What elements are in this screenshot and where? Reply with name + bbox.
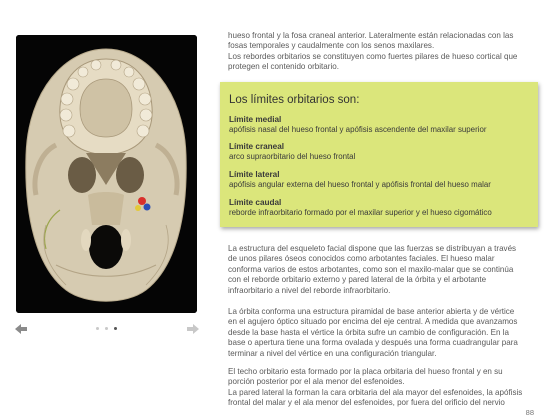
arrow-left-icon[interactable] bbox=[14, 322, 28, 336]
limit-name: Límite medial bbox=[229, 115, 282, 124]
limit-medial bbox=[229, 115, 534, 135]
text-line: frontal del malar y el ala menor del esfenoides, por fuera del orificio del nervio bbox=[228, 398, 505, 408]
text-line: fosas temporales y caudalmente con los senos maxilares. bbox=[228, 41, 435, 51]
text-line: con el reborde orbitario externo y pared lateral de la órbita y el arbotante bbox=[228, 275, 487, 285]
text-line: porción posterior por el ala menor del esfenoides. bbox=[228, 377, 405, 387]
skull-photo bbox=[16, 35, 197, 313]
page-dot[interactable] bbox=[96, 327, 99, 330]
limit-name: Límite lateral bbox=[229, 170, 280, 179]
text-line: conforma varios de estos arbotantes, como son el maxilo-malar que se continúa bbox=[228, 264, 514, 274]
page-dot-active[interactable] bbox=[114, 327, 117, 330]
paragraph-orbit-shape bbox=[228, 307, 533, 359]
box-title: Los límites orbitarios son: bbox=[229, 94, 360, 106]
text-line: La órbita conforma una estructura piramidal de base anterior abierta y de vértice bbox=[228, 307, 515, 316]
page-dots bbox=[96, 327, 117, 330]
limit-description: apófisis nasal del hueso frontal y apófisis ascendente del maxilar superior bbox=[229, 125, 487, 134]
limit-caudal bbox=[229, 198, 534, 218]
text-line: Los rebordes orbitarios se constituyen como fuertes pilares de hueso cortical que bbox=[228, 51, 518, 61]
gallery-navigation bbox=[12, 322, 202, 338]
skull-inferior-view-photo bbox=[16, 35, 197, 313]
text-line: desde la base hasta el vértice la órbita sufre un cambio de configuración. En la bbox=[228, 327, 509, 337]
text-line: protegen el contenido orbitario. bbox=[228, 62, 339, 72]
text-line: de unos pilares óseos conocidos como arbotantes faciales. El hueso malar bbox=[228, 254, 495, 264]
paragraph-facial-buttresses bbox=[228, 244, 533, 296]
limit-description: reborde infraorbitario formado por el maxilar superior y el hueso cigomático bbox=[229, 208, 492, 217]
limit-lateral bbox=[229, 170, 534, 190]
text-line: La pared lateral la forman la cara orbitaria del ala mayor del esfenoides, la apófisis bbox=[228, 387, 523, 397]
text-line: La estructura del esqueleto facial dispone que las fuerzas se distribuyan a través bbox=[228, 244, 517, 253]
text-line: base o apertura tiene una forma ovalada y después una forma cuadrangular para bbox=[228, 338, 518, 348]
intro-paragraph bbox=[228, 31, 533, 73]
limit-description: apófisis angular externa del hueso frontal y apófisis frontal del hueso malar bbox=[229, 180, 491, 189]
page-number: 88 bbox=[525, 408, 534, 417]
limit-description: arco supraorbitario del hueso frontal bbox=[229, 152, 356, 161]
page-dot[interactable] bbox=[105, 327, 108, 330]
paragraph-orbit-walls bbox=[228, 367, 533, 409]
limit-craneal bbox=[229, 142, 534, 162]
text-line: en el agujero óptico situado por encima del eje central. A medida que avanzamos bbox=[228, 317, 518, 327]
text-line: terminar a nivel del vértice en una configuración triangular. bbox=[228, 348, 437, 358]
arrow-right-icon[interactable] bbox=[186, 322, 200, 336]
orbital-limits-box bbox=[220, 82, 538, 227]
limit-name: Límite caudal bbox=[229, 198, 282, 207]
limit-name: Límite craneal bbox=[229, 142, 285, 151]
text-line: hueso frontal y la fosa craneal anterior. Lateralmente están relacionadas con las bbox=[228, 31, 514, 40]
text-line: infraorbitario a nivel del reborde infraorbitario. bbox=[228, 285, 391, 295]
text-line: El techo orbitario esta formado por la placa orbitaria del hueso frontal y en su bbox=[228, 367, 503, 376]
